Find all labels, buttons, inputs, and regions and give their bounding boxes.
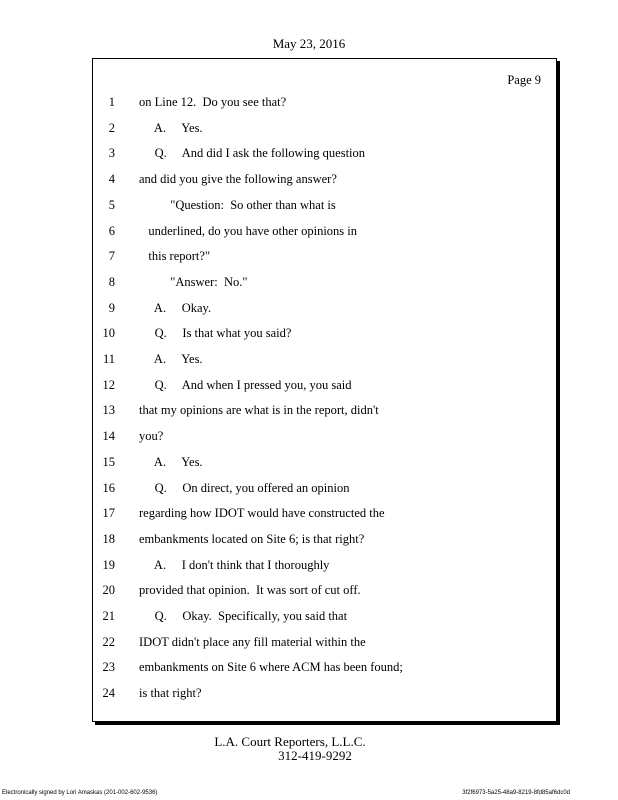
line-text: A. Yes. [139, 352, 203, 366]
transcript-line [93, 195, 533, 215]
transcript-line [93, 375, 533, 395]
line-text: embankments located on Site 6; is that right? [139, 531, 365, 546]
line-number: 16 [102, 480, 115, 495]
line-text: "Answer: No." [139, 274, 248, 289]
line-number: 18 [102, 531, 115, 546]
line-text: A. Okay. [139, 300, 212, 315]
line-text: A. I don't think that I thoroughly [139, 557, 330, 572]
transcript-line [93, 118, 533, 138]
document-hash: 3f2f6973-5a25-48a9-8219-8fd85af6dc0d [462, 790, 570, 796]
line-number: 7 [108, 249, 115, 264]
transcript-line [93, 143, 533, 163]
line-number: 13 [102, 403, 115, 418]
electronic-signature: Electronically signed by Lori Amaskas (201-002-602-9536) [2, 790, 158, 796]
line-number: 4 [108, 172, 115, 187]
line-number: 6 [108, 223, 115, 238]
line-number: 24 [102, 686, 115, 701]
transcript-line [93, 246, 533, 266]
line-text: A. Yes. [139, 454, 203, 469]
transcript-line [93, 298, 533, 318]
line-number: 21 [102, 609, 115, 623]
line-number: 1 [108, 95, 115, 109]
transcript-page [92, 58, 557, 722]
line-text: Q. And did I ask the following question [139, 146, 366, 161]
line-text: Q. And when I pressed you, you said [139, 377, 352, 392]
line-text: IDOT didn't place any fill material within the [139, 634, 366, 649]
transcript-line [93, 221, 533, 241]
transcript-line [93, 323, 533, 343]
line-text: Q. On direct, you offered an opinion [139, 480, 350, 495]
line-text: underlined, do you have other opinions in [139, 223, 358, 238]
line-number: 2 [108, 120, 115, 135]
transcript-line [93, 92, 533, 112]
line-text: "Question: So other than what is [139, 197, 336, 212]
line-text: on Line 12. Do you see that? [139, 95, 287, 109]
transcript-line [93, 349, 533, 369]
line-text: Q. Is that what you said? [139, 326, 292, 341]
line-text: A. Yes. [139, 120, 203, 135]
transcript-line [93, 478, 533, 498]
line-number: 3 [108, 146, 115, 161]
transcript-line [93, 452, 533, 472]
line-number: 23 [102, 660, 115, 675]
transcript-line [93, 657, 533, 677]
line-number: 8 [108, 274, 115, 289]
line-text: regarding how IDOT would have constructed the [139, 506, 385, 521]
transcript-line [93, 272, 533, 292]
transcript-line [93, 683, 533, 703]
line-number: 20 [102, 583, 115, 598]
footer-company: L.A. Court Reporters, L.L.C. [214, 734, 366, 749]
page-number: Page 9 [507, 73, 541, 87]
line-number: 15 [102, 454, 115, 469]
line-number: 10 [102, 326, 115, 341]
line-text: provided that opinion. It was sort of cut off. [139, 583, 361, 598]
line-number: 17 [102, 506, 115, 521]
line-number: 22 [102, 634, 115, 649]
transcript-line [93, 426, 533, 446]
line-text: and did you give the following answer? [139, 172, 337, 187]
line-text: that my opinions are what is in the report, didn't [139, 403, 379, 418]
transcript-line [93, 555, 533, 575]
transcript-line [93, 400, 533, 420]
transcript-line [93, 606, 533, 626]
transcript-line [93, 632, 533, 652]
line-text: this report?" [139, 249, 211, 264]
line-number: 5 [108, 197, 115, 212]
line-text: you? [139, 429, 164, 444]
line-text: embankments on Site 6 where ACM has been found; [139, 660, 403, 675]
transcript-line [93, 529, 533, 549]
line-number: 9 [108, 300, 115, 315]
line-number: 11 [102, 352, 115, 366]
line-number: 12 [102, 377, 115, 392]
footer-phone: 312-419-9292 [278, 748, 352, 763]
transcript-line [93, 580, 533, 600]
header-date: May 23, 2016 [272, 36, 346, 51]
line-number: 14 [102, 429, 115, 444]
line-number: 19 [102, 557, 115, 572]
transcript-line [93, 169, 533, 189]
line-text: Q. Okay. Specifically, you said that [139, 609, 348, 623]
transcript-line [93, 503, 533, 523]
line-text: is that right? [139, 686, 202, 701]
